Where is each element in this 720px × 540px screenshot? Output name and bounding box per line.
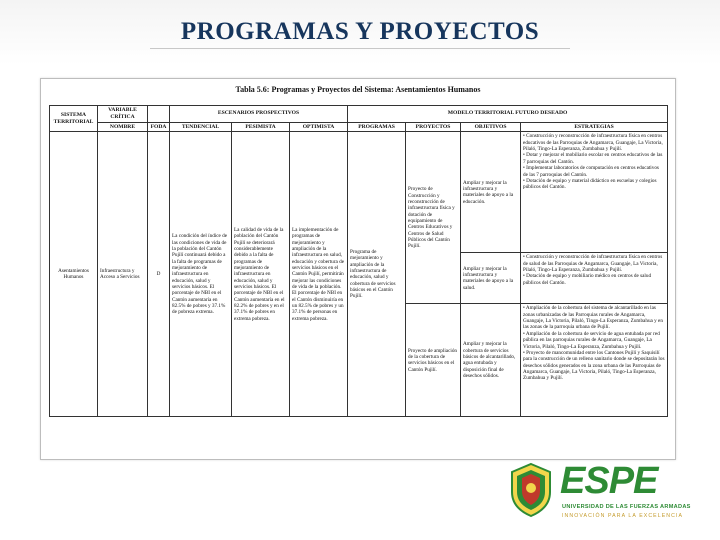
cell-optimista: La implementación de programas de mejoramiento y ampliación de la infraestructura en salud, educación y cobertura de servicios básicos en el Cantón Pujilí, permitirán mejorar las condiciones de vida de la población. El porcentaje de NBI en el Cantón disminuiría en un 82.5% de pobres y un 37.1% de personas en extrema pobreza. <box>290 132 348 417</box>
cell-estrategia-2: • Construcción y reconstrucción de infraestructura física en centros de salud de las Parroquias de Angamarca, Guangaje, La Victoria, Pilaló, Tingo-La Esperanza, Zumbahua y Pujilí. • Dotación de equipo y mobiliario médico en centros de salud públicos del Cantón. <box>521 253 668 304</box>
header-objetivos: OBJETIVOS <box>461 122 521 132</box>
cell-proyecto-2: Proyecto de ampliación de la cobertura de servicios básicos en el Cantón Pujilí. <box>406 304 461 417</box>
header-nombre: NOMBRE <box>98 122 148 132</box>
document-image <box>40 78 676 460</box>
header-tendencial: TENDENCIAL <box>170 122 232 132</box>
cell-tendencial: La condición del índice de las condiciones de vida de la población del Cantón Pujilí continuará debido a la falta de programas de mejoramiento de infraestructura en educación, salud y servicios básicos. El porcentaje de NBI en el Cantón aumentaría en 82.5% de pobres y 37.1% de pobreza extrema. <box>170 132 232 417</box>
header-proyectos: PROYECTOS <box>406 122 461 132</box>
espe-logo <box>498 458 708 530</box>
header-variable: VARIABLE CRÍTICA <box>98 106 148 123</box>
cell-foda: D <box>148 132 170 417</box>
cell-pesimista: La calidad de vida de la población del Cantón Pujilí se deteriorará considerablemente debido a la falta de programas de mejoramiento de infraestructura en educación, salud y servicios básicos. El porcentaje de NBI en el Cantón aumentaría en el 82.2% de pobres y en el 37.1% de pobres en extrema pobreza. <box>232 132 290 417</box>
cell-objetivo-3: Ampliar y mejorar la cobertura de servicios básicos de alcantarillado, agua entubada y disposición final de desechos sólidos. <box>461 304 521 417</box>
programs-table <box>49 105 668 417</box>
cell-objetivo-1: Ampliar y mejorar la infraestructura y materiales de apoyo a la educación. <box>461 132 521 253</box>
table-caption: Tabla 5.6: Programas y Proyectos del Sistema: Asentamientos Humanos <box>235 85 481 94</box>
cell-objetivo-2: Ampliar y mejorar la infraestructura y materiales de apoyo a la salud. <box>461 253 521 304</box>
logo-line2: INNOVACIÓN PARA LA EXCELENCIA <box>562 513 684 519</box>
header-modelo: MODELO TERRITORIAL FUTURO DESEADO <box>348 106 668 123</box>
cell-proyecto-1: Proyecto de Construcción y reconstrucción de infraestructura física y dotación de equipamiento de Centros Educativos y Centros de Salud Públicos del Cantón Pujilí. <box>406 132 461 304</box>
header-sistema: SISTEMA TERRITORIAL <box>50 106 98 132</box>
cell-estrategia-1: • Construcción y reconstrucción de infraestructura física en centros educativos de las Parroquias de Angamarca, Guangaje, La Victoria, Pilaló, Tingo-La Esperanza, Zumbahua y Pujilí. • Dotar y mejorar el mobiliario escolar en centros educativos de las 7 parroquias del Cantón. • Implementar laboratorios de computación en centros educativos de las 7 parroquias del Cantón. • Dotación de equipo y material didáctico en escuelas y colegios públicos del Cantón. <box>521 132 668 253</box>
slide-title: PROGRAMAS Y PROYECTOS <box>180 18 540 45</box>
logo-word: ESPE <box>560 460 658 502</box>
cell-estrategia-3: • Ampliación de la cobertura del sistema de alcantarillado en las zonas urbanizadas de las Parroquias rurales de Angamarca, Guangaje, La Victoria, Pilaló, Tingo-La Esperanza, Zumbahua y en las zonas de la parroquia urbana de Pujilí. • Ampliación de la cobertura de servicio de agua entubada por red pública en las parroquias rurales de Angamarca, Guangaje, La Victoria, Pilaló, Tingo-La Esperanza, Zumbahua y Pujilí. • Proyecto de mancomunidad entre los Cantones Pujilí y Saquisilí para la construcción de un relleno sanitario donde se depositarán los desechos sólidos generados en la zona urbana de las Parroquias de Angamarca, Guangaje, La Victoria, Pilaló, Tingo-La Esperanza, Zumbahua y Pujilí. <box>521 304 668 417</box>
cell-sistema: Asentamientos Humanos <box>50 132 98 417</box>
crest-icon <box>508 462 554 518</box>
header-row-1 <box>50 106 668 123</box>
cell-programa: Programa de mejoramiento y ampliación de la infraestructura de educación, salud y cobertura de servicios básicos en el Cantón Pujilí. <box>348 132 406 417</box>
logo-line1: UNIVERSIDAD DE LAS FUERZAS ARMADAS <box>562 504 691 510</box>
table-row <box>50 132 668 253</box>
header-foda: FODA <box>148 122 170 132</box>
cell-variable-nombre: Infraestructura y Acceso a Servicios <box>98 132 148 417</box>
header-row-2 <box>50 122 668 132</box>
title-divider <box>150 48 570 49</box>
header-escenarios: ESCENARIOS PROSPECTIVOS <box>170 106 348 123</box>
header-estrategias: ESTRATEGIAS <box>521 122 668 132</box>
header-optimista: OPTIMISTA <box>290 122 348 132</box>
header-pesimista: PESIMISTA <box>232 122 290 132</box>
header-programas: PROGRAMAS <box>348 122 406 132</box>
